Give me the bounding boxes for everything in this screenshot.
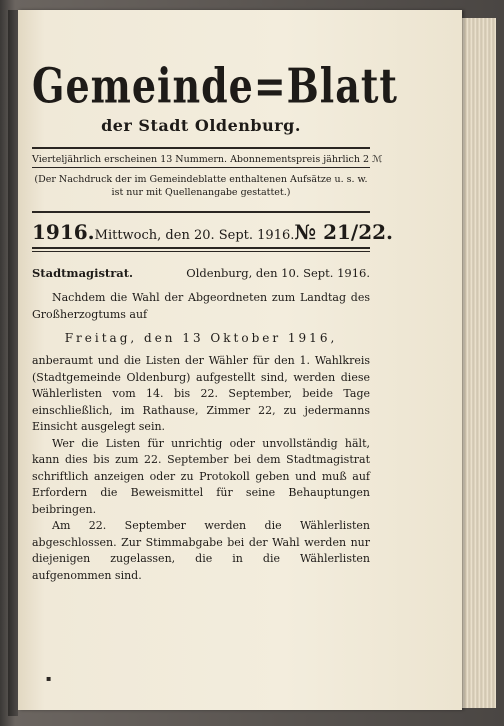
dateline	[32, 220, 394, 244]
masthead-subtitle: der Stadt Oldenburg.	[101, 116, 301, 135]
page-content	[32, 50, 398, 584]
reprint-notice-line-1: (Der Nachdruck der im Gemeindeblatte enthaltenen Aufsätze u. s. w.	[34, 174, 368, 185]
article-header	[32, 266, 370, 280]
article-place-date: Oldenburg, den 10. Sept. 1916.	[186, 266, 370, 280]
newspaper-page	[18, 10, 462, 710]
article-office: Stadtmagistrat.	[32, 266, 134, 280]
margin-mark: ▪	[46, 674, 52, 683]
article-intro: Nachdem die Wahl der Abgeordneten zum Landtag des Großherzogtums auf	[32, 291, 370, 321]
dateline-top-rule	[32, 211, 370, 213]
article-paragraph-3: Am 22. September werden die Wählerlisten abgeschlossen. Zur Stimmabgabe bei der Wahl werden nur diejenigen zugelassen, die in die Wählerlisten aufgenommen sind.	[32, 519, 370, 582]
dateline-bottom-rule-thin	[32, 251, 370, 252]
article-paragraph-2: Wer die Listen für unrichtig oder unvollständig hält, kann dies bis zum 22. September bei dem Stadtmagistrat schriftlich anzeigen oder zu Protokoll geben und muß auf Erfordern die Beweismittel für seine Behauptungen beibringen.	[32, 436, 370, 516]
reprint-notice-line-2: ist nur mit Quellenangabe gestattet.)	[111, 187, 291, 198]
reprint-notice	[32, 173, 370, 199]
article-paragraph-1: anberaumt und die Listen der Wähler für den 1. Wahlkreis (Stadtgemeinde Oldenburg) aufgestellt sind, werden diese Wählerlisten vom 14. bis 22. September, beide Tage einschließlich, im Rathause, Zimmer 22, zu jedermanns Einsicht ausgelegt sein.	[32, 354, 370, 433]
subscription-line: Vierteljährlich erscheinen 13 Nummern. Abonnementspreis jährlich 2 ℳ	[32, 154, 383, 165]
issue-date: Mittwoch, den 20. Sept. 1916.	[94, 228, 295, 243]
subscription-rule	[32, 167, 370, 168]
issue-year: 1916.	[32, 220, 95, 244]
election-date: Freitag, den 13 Oktober 1916,	[64, 331, 338, 345]
book-spine	[8, 10, 18, 716]
issue-number: № 21/22.	[294, 220, 394, 244]
dateline-bottom-rule	[32, 247, 370, 249]
header-rule	[32, 147, 370, 149]
page-edges	[462, 18, 496, 708]
masthead-title: Gemeinde=Blatt	[32, 57, 398, 114]
